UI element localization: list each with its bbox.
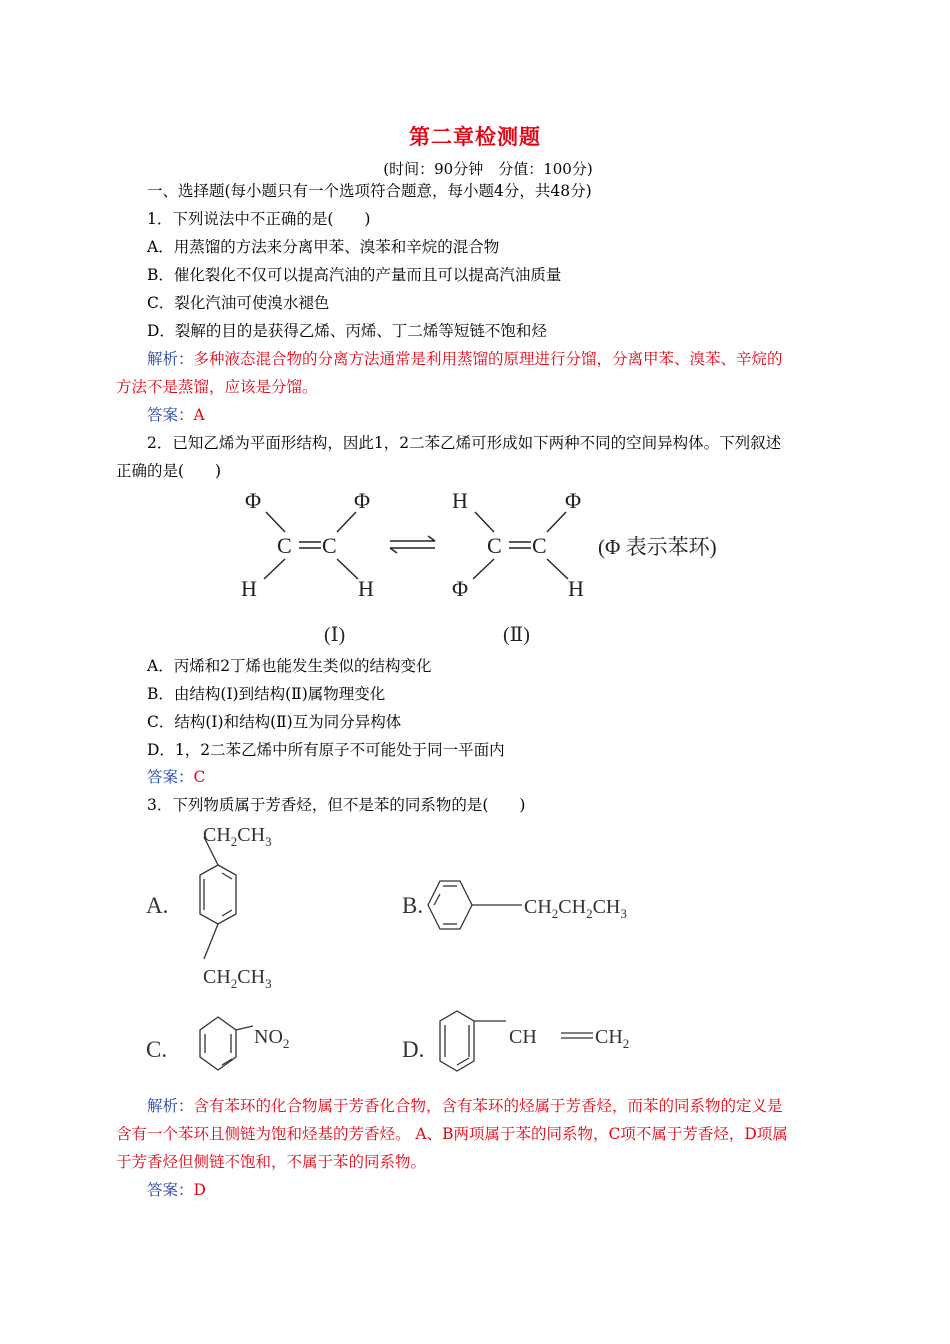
q1-answer-label: 答案： bbox=[147, 406, 194, 424]
phi-label: Φ bbox=[565, 488, 582, 513]
hydrogen-label: H bbox=[241, 576, 257, 601]
hydrogen-label: H bbox=[358, 576, 374, 601]
phi-label: Φ bbox=[245, 488, 262, 513]
q3-answer-label: 答案： bbox=[147, 1181, 194, 1199]
isomer-label-2: (Ⅱ) bbox=[503, 624, 530, 646]
svg-text:CH2: $CH_2$ bbox=[595, 1026, 630, 1051]
q1-option-c: C．裂化汽油可使溴水褪色 bbox=[147, 294, 330, 312]
phi-label: Φ bbox=[452, 576, 469, 601]
q3-answer-value: D bbox=[193, 1181, 206, 1199]
q1-option-b: B．催化裂化不仅可以提高汽油的产量而且可以提高汽油质量 bbox=[147, 266, 562, 284]
phi-label: Φ bbox=[354, 488, 371, 513]
option-d-label: D. bbox=[402, 1037, 425, 1062]
stilbene-isomers-figure bbox=[230, 484, 790, 654]
option-c-label: C. bbox=[146, 1037, 168, 1062]
page-title: 第二章检测题 bbox=[409, 124, 541, 149]
q3-analysis-text: 含有苯环的化合物属于芳香化合物，含有苯环的烃属于芳香烃，而苯的同系物的定义是 bbox=[193, 1097, 783, 1115]
svg-text:CH2CH2CH3: $CH_2CH_2CH_3$ bbox=[524, 896, 627, 921]
svg-text:CH: CH bbox=[509, 1026, 537, 1048]
q3-analysis-cont2: 于芳香烃但侧链不饱和，不属于苯的同系物。 bbox=[116, 1153, 427, 1171]
q1-analysis-text: 多种液态混合物的分离方法通常是利用蒸馏的原理进行分馏，分离甲苯、溴苯、辛烷的 bbox=[193, 350, 783, 368]
hydrogen-label: H bbox=[452, 488, 468, 513]
isomer-label-1: (Ⅰ) bbox=[324, 624, 346, 646]
q2-stem-cont: 正确的是( ) bbox=[116, 462, 222, 480]
q3-answer bbox=[147, 1180, 206, 1200]
q1-stem: 1．下列说法中不正确的是( ) bbox=[147, 210, 371, 228]
q2-option-c: C．结构(Ⅰ)和结构(Ⅱ)互为同分异构体 bbox=[147, 713, 402, 731]
carbon-label: C bbox=[277, 533, 292, 558]
carbon-label: C bbox=[487, 533, 502, 558]
exam-info: (时间：90分钟 分值：100分) bbox=[383, 160, 593, 178]
svg-text:CH2CH3: $CH_2CH_3$ bbox=[203, 824, 272, 849]
carbon-label: C bbox=[322, 533, 337, 558]
svg-text:CH2CH3: $CH_2CH_3$ bbox=[203, 966, 272, 991]
q1-analysis-cont: 方法不是蒸馏，应该是分馏。 bbox=[116, 378, 318, 396]
phi-note: (Φ 表示苯环) bbox=[598, 535, 717, 559]
q2-answer bbox=[147, 767, 205, 787]
q1-analysis bbox=[147, 349, 783, 369]
section-heading: 一、选择题(每小题只有一个选项符合题意，每小题4分，共48分) bbox=[147, 182, 592, 200]
q2-stem: 2．已知乙烯为平面形结构，因此1，2二苯乙烯可形成如下两种不同的空间异构体。下列叙述 bbox=[147, 434, 782, 452]
q1-option-a: A．用蒸馏的方法来分离甲苯、溴苯和辛烷的混合物 bbox=[147, 238, 500, 256]
aromatic-structures-figure bbox=[140, 815, 700, 1095]
q1-answer-value: A bbox=[193, 406, 205, 424]
svg-text:NO2: $NO_2$ bbox=[254, 1026, 290, 1051]
option-a-label: A. bbox=[146, 893, 169, 918]
q3-analysis-cont: 含有一个苯环且侧链为饱和烃基的芳香烃。 A、B两项属于苯的同系物，C项不属于芳香烃，D项属 bbox=[116, 1125, 788, 1143]
q2-answer-label: 答案： bbox=[147, 768, 194, 786]
option-b-label: B. bbox=[402, 893, 424, 918]
q2-option-b: B．由结构(Ⅰ)到结构(Ⅱ)属物理变化 bbox=[147, 685, 386, 703]
q3-stem: 3．下列物质属于芳香烃，但不是苯的同系物的是( ) bbox=[147, 796, 526, 814]
q1-option-d: D．裂解的目的是获得乙烯、丙烯、丁二烯等短链不饱和烃 bbox=[147, 322, 547, 340]
q1-analysis-label: 解析： bbox=[147, 350, 194, 368]
hydrogen-label: H bbox=[568, 576, 584, 601]
q2-answer-value: C bbox=[193, 768, 206, 786]
q2-option-d: D．1，2二苯乙烯中所有原子不可能处于同一平面内 bbox=[147, 741, 505, 759]
q3-analysis-label: 解析： bbox=[147, 1097, 194, 1115]
q2-option-a: A．丙烯和2丁烯也能发生类似的结构变化 bbox=[147, 657, 432, 675]
q1-answer bbox=[147, 405, 205, 425]
carbon-label: C bbox=[532, 533, 547, 558]
q3-analysis bbox=[147, 1096, 783, 1116]
